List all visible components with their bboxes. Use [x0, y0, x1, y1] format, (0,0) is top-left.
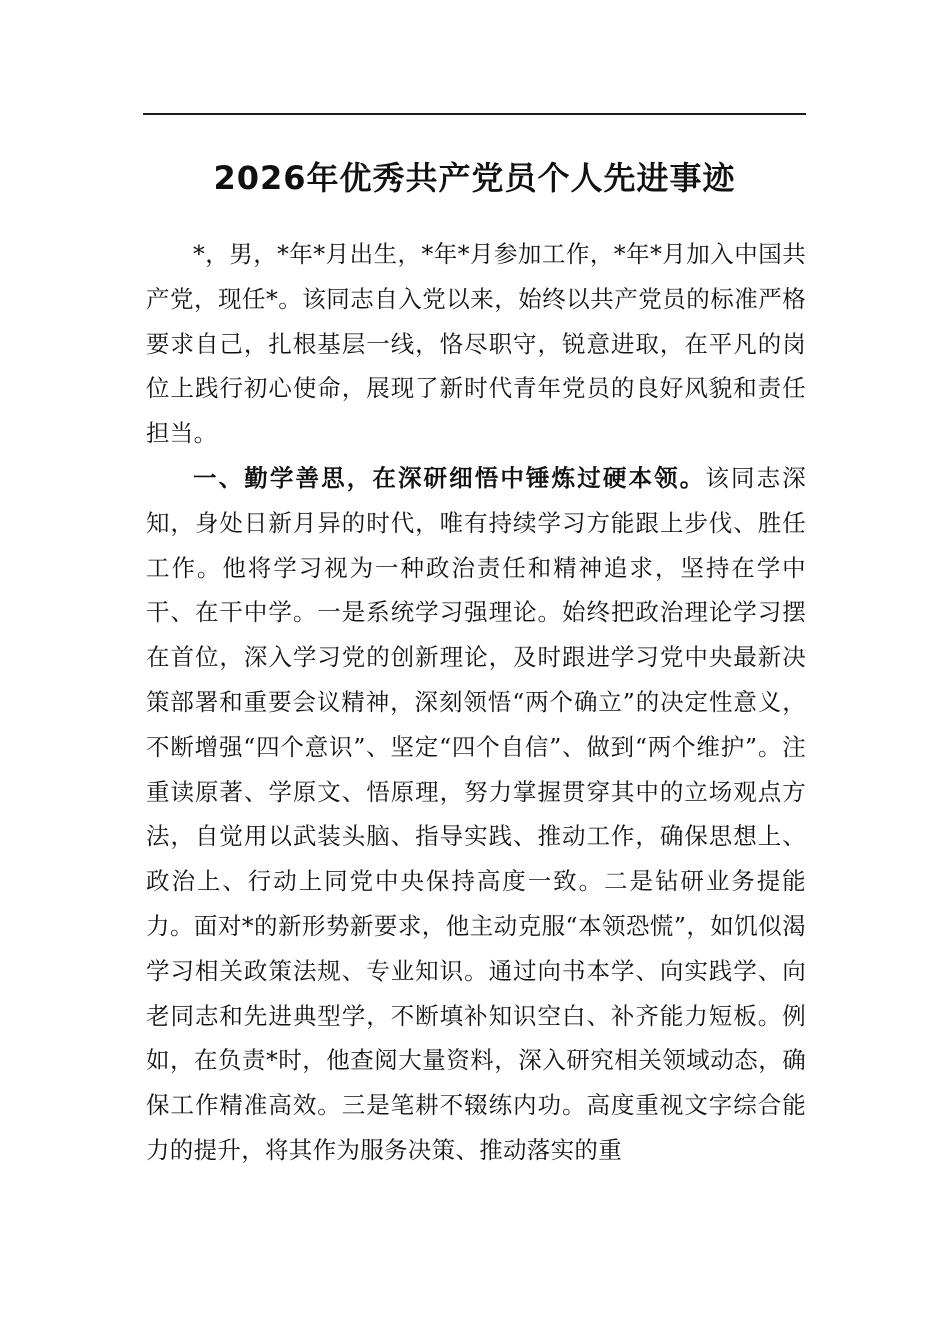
intro-paragraph	[146, 232, 806, 456]
document-title: 2026年优秀共产党员个人先进事迹	[213, 159, 736, 197]
document-body	[146, 232, 806, 1173]
paragraph-text: *，男，*年*月出生，*年*月参加工作，*年*月加入中国共产党，现任*。该同志自入党以来，始终以共产党员的标准严格要求自己，扎根基层一线，恪尽职守，锐意进取，在平凡的岗位上践行初心使命，展现了新时代青年党员的良好风貌和责任担当。	[146, 240, 806, 448]
section-one-paragraph	[146, 456, 806, 1173]
paragraph-text: 该同志深知，身处日新月异的时代，唯有持续学习方能跟上步伐、胜任工作。他将学习视为一种政治责任和精神追求，坚持在学中干、在干中学。一是系统学习强理论。始终把政治理论学习摆在首位，深入学习党的创新理论，及时跟进学习党中央最新决策部署和重要会议精神，深刻领悟“两个确立”的决定性意义，不断增强“四个意识”、坚定“四个自信”、做到“两个维护”。注重读原著、学原文、悟原理，努力掌握贯穿其中的立场观点方法，自觉用以武装头脑、指导实践、推动工作，确保思想上、政治上、行动上同党中央保持高度一致。二是钻研业务提能力。面对*的新形势新要求，他主动克服“本领恐慌”，如饥似渴学习相关政策法规、专业知识。通过向书本学、向实践学、向老同志和先进典型学，不断填补知识空白、补齐能力短板。例如，在负责*时，他查阅大量资料，深入研究相关领域动态，确保工作精准高效。三是笔耕不辍练内功。高度重视文字综合能力的提升，将其作为服务决策、推动落实的重	[146, 463, 807, 1164]
header-rule	[143, 113, 806, 115]
section-heading: 一、勤学善思，在深研细悟中锤炼过硬本领。	[193, 463, 706, 492]
